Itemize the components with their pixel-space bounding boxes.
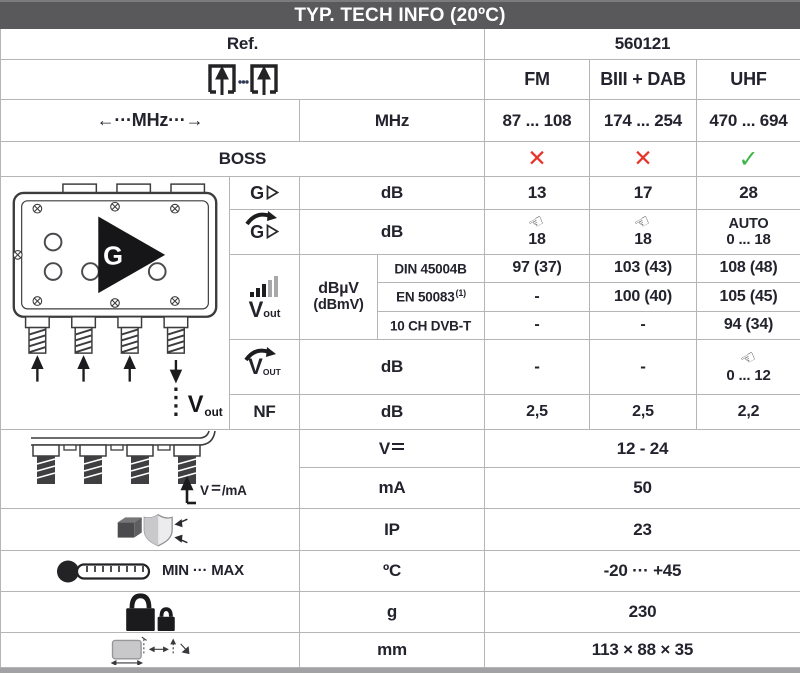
vout-unit-sub: (dBmV) <box>313 296 364 313</box>
nf-unit: dB <box>380 402 404 422</box>
hand-adjust-icon: ☜ <box>736 346 760 372</box>
standard-label: EN 50083$^{(1)}$ <box>396 288 466 305</box>
gain-adjust-biii-cell <box>590 210 697 255</box>
boss-uhf-cell <box>697 142 800 177</box>
hand-adjust-icon: ☜ <box>525 210 549 236</box>
ip-unit-cell <box>300 509 485 551</box>
vout-dvb-uhf-cell <box>697 312 800 340</box>
voltage-unit: V <box>379 440 405 458</box>
gain-adjust-icon: G <box>250 221 264 242</box>
nf-uhf-value: 2,2 <box>737 402 760 420</box>
ip-value: 23 <box>633 519 652 539</box>
freq-biii-cell <box>590 100 697 142</box>
ip-label: IP <box>384 519 400 539</box>
dc-symbol-icon <box>392 443 404 454</box>
gain-adjust-biii-value: 18 <box>634 231 652 249</box>
gain-triangle-icon <box>266 185 279 200</box>
weight-value: 230 <box>628 602 657 622</box>
gain-fm-cell <box>485 177 590 210</box>
gain-adjust-uhf-cell <box>697 210 800 255</box>
vout-unit-cell <box>300 255 378 340</box>
ref-label: Ref. <box>226 34 259 54</box>
gain-fm-value: 13 <box>527 183 547 203</box>
vout-din-fm-cell <box>485 255 590 283</box>
spec-table <box>0 29 800 668</box>
ref-label-cell <box>1 29 485 60</box>
connectors-supply-icon <box>1 430 300 508</box>
current-value: 50 <box>633 478 652 498</box>
gain-icon: G <box>250 182 264 203</box>
vout-en-fm-value: - <box>534 287 540 305</box>
band-uhf-label: UHF <box>730 69 767 90</box>
nf-label-cell <box>230 395 300 430</box>
band-fm-label: FM <box>524 69 550 90</box>
boss-label: BOSS <box>218 149 267 169</box>
nf-biii-cell <box>590 395 697 430</box>
vout-level-icon-cell <box>230 255 300 340</box>
vout-dvb-biii-cell <box>590 312 697 340</box>
gain-icon-cell <box>230 177 300 210</box>
antenna-inputs-icon <box>207 63 279 97</box>
adjust-arc-icon <box>244 210 278 226</box>
vout-en-uhf-cell <box>697 283 800 312</box>
weight-unit-cell <box>300 592 485 633</box>
gain-uhf-value: 28 <box>739 183 758 203</box>
gain-adjust-icon-cell <box>230 210 300 255</box>
dimensions-value: 113 × 88 × 35 <box>591 640 694 660</box>
boss-fm-cell <box>485 142 590 177</box>
vout-adjust-label: V <box>248 354 263 379</box>
temperature-unit-cell <box>300 551 485 592</box>
boss-biii-cell <box>590 142 697 177</box>
standard-cell <box>378 255 485 283</box>
gain-unit: dB <box>380 183 404 203</box>
weights-icon <box>121 592 179 632</box>
vout-adjust-fm-value: - <box>534 357 540 377</box>
band-header-fm <box>485 60 590 100</box>
hand-adjust-icon: ☜ <box>631 210 655 236</box>
nf-label: NF <box>253 402 276 422</box>
dimensions-value-cell <box>485 633 800 668</box>
freq-uhf-value: 470 ... 694 <box>709 110 788 130</box>
temperature-value-cell <box>485 551 800 592</box>
vout-adjust-uhf-range: 0 ... 12 <box>726 366 771 384</box>
vout-en-biii-value: 100 (40) <box>614 287 672 305</box>
vout-dvb-fm-cell <box>485 312 590 340</box>
amplifier-diagram <box>2 178 228 428</box>
temperature-icon-cell <box>1 551 300 592</box>
page-title: TYP. TECH INFO (20ºC) <box>294 4 506 26</box>
gain-uhf-cell <box>697 177 800 210</box>
vout-adjust-label-sub: OUT <box>262 367 281 377</box>
vout-adjust-unit: dB <box>380 357 404 377</box>
protection-icon-cell <box>1 509 300 551</box>
nf-fm-cell <box>485 395 590 430</box>
supply-voltage-unit-cell <box>300 430 485 468</box>
supply-current-unit-cell <box>300 468 485 509</box>
nf-uhf-cell <box>697 395 800 430</box>
vout-en-fm-cell <box>485 283 590 312</box>
band-biii-label: BIII + DAB <box>600 69 686 90</box>
freq-range-icon-cell <box>1 100 300 142</box>
freq-unit: MHz <box>374 110 410 130</box>
device-gain-letter: G <box>103 242 123 271</box>
vout-en-uhf-value: 105 (45) <box>719 287 778 305</box>
inputs-icon-cell <box>1 60 485 100</box>
nf-fm-value: 2,5 <box>526 402 548 420</box>
cross-icon: ✕ <box>633 145 653 172</box>
vout-adjust-biii-value: - <box>640 357 646 377</box>
supply-arrow-label: V /mA <box>200 483 247 498</box>
min-max-label: MIN ··· MAX <box>162 562 244 580</box>
shield-protection-icon <box>85 511 215 549</box>
gain-adjust-uhf-range: 0 ... 18 <box>726 230 771 248</box>
vout-din-biii-value: 103 (43) <box>614 259 672 277</box>
vout-dvb-fm-value: - <box>534 316 540 334</box>
vout-adjust-unit-cell <box>300 340 485 395</box>
vout-en-biii-cell <box>590 283 697 312</box>
gain-triangle-icon <box>266 224 279 239</box>
supply-voltage-value-cell <box>485 430 800 468</box>
weight-icon-cell <box>1 592 300 633</box>
bottom-divider <box>0 668 800 673</box>
weight-unit: g <box>386 602 398 622</box>
gain-adjust-fm-value: 18 <box>528 231 546 249</box>
freq-unit-cell <box>300 100 485 142</box>
freq-biii-value: 174 ... 254 <box>603 110 683 130</box>
dimensions-icon-cell <box>1 633 300 668</box>
vout-adjust-biii-cell <box>590 340 697 395</box>
dc-symbol-icon <box>212 485 221 494</box>
gain-adjust-unit-cell <box>300 210 485 255</box>
title-bar <box>0 0 800 29</box>
standard-cell <box>378 312 485 340</box>
temperature-value: -20 ··· +45 <box>603 561 682 581</box>
device-vout-sub: out <box>204 406 223 419</box>
cross-icon: ✕ <box>527 145 547 172</box>
current-unit: mA <box>378 478 406 498</box>
supply-icon-cell <box>1 430 300 509</box>
vout-adjust-icon-cell <box>230 340 300 395</box>
check-icon: ✓ <box>738 145 759 173</box>
standard-label: 10 CH DVB-T <box>389 318 472 334</box>
device-diagram-cell <box>1 177 230 430</box>
vout-dvb-uhf-value: 94 (34) <box>723 316 774 334</box>
supply-current-value-cell <box>485 468 800 509</box>
nf-biii-value: 2,5 <box>632 402 654 420</box>
vout-dvb-biii-value: - <box>640 316 646 334</box>
standard-cell <box>378 283 485 312</box>
adjust-arc-icon <box>243 346 277 362</box>
gain-unit-cell <box>300 177 485 210</box>
mhz-arrows-icon: ←···MHz···→ <box>96 110 204 131</box>
thermometer-icon <box>56 558 154 585</box>
vout-label: V <box>248 296 264 322</box>
band-header-uhf <box>697 60 800 100</box>
nf-unit-cell <box>300 395 485 430</box>
dimensions-box-icon <box>89 635 211 665</box>
standard-label: DIN 45004B <box>394 261 467 277</box>
signal-bars-icon <box>250 274 280 297</box>
vout-unit-main: dBµV <box>318 279 359 297</box>
voltage-value: 12 - 24 <box>616 438 669 458</box>
gain-biii-cell <box>590 177 697 210</box>
ref-value: 560121 <box>614 34 671 54</box>
freq-uhf-cell <box>697 100 800 142</box>
vout-adjust-fm-cell <box>485 340 590 395</box>
freq-fm-cell <box>485 100 590 142</box>
weight-value-cell <box>485 592 800 633</box>
vout-adjust-uhf-cell <box>697 340 800 395</box>
ref-value-cell <box>485 29 800 60</box>
vout-label-sub: out <box>263 307 281 320</box>
device-vout-label: V <box>187 391 204 418</box>
vout-din-uhf-value: 108 (48) <box>719 259 778 277</box>
gain-biii-value: 17 <box>633 183 653 203</box>
ip-value-cell <box>485 509 800 551</box>
gain-adjust-fm-cell <box>485 210 590 255</box>
temperature-unit: ºC <box>382 561 402 581</box>
vout-din-biii-cell <box>590 255 697 283</box>
freq-fm-value: 87 ... 108 <box>502 110 572 130</box>
boss-label-cell <box>1 142 485 177</box>
gain-adjust-unit: dB <box>380 222 404 242</box>
vout-din-fm-value: 97 (37) <box>512 259 562 277</box>
band-header-biii-dab <box>590 60 697 100</box>
dimensions-unit-cell <box>300 633 485 668</box>
gain-adjust-uhf-mode: AUTO <box>728 215 769 232</box>
dimensions-unit: mm <box>377 640 407 660</box>
vout-din-uhf-cell <box>697 255 800 283</box>
